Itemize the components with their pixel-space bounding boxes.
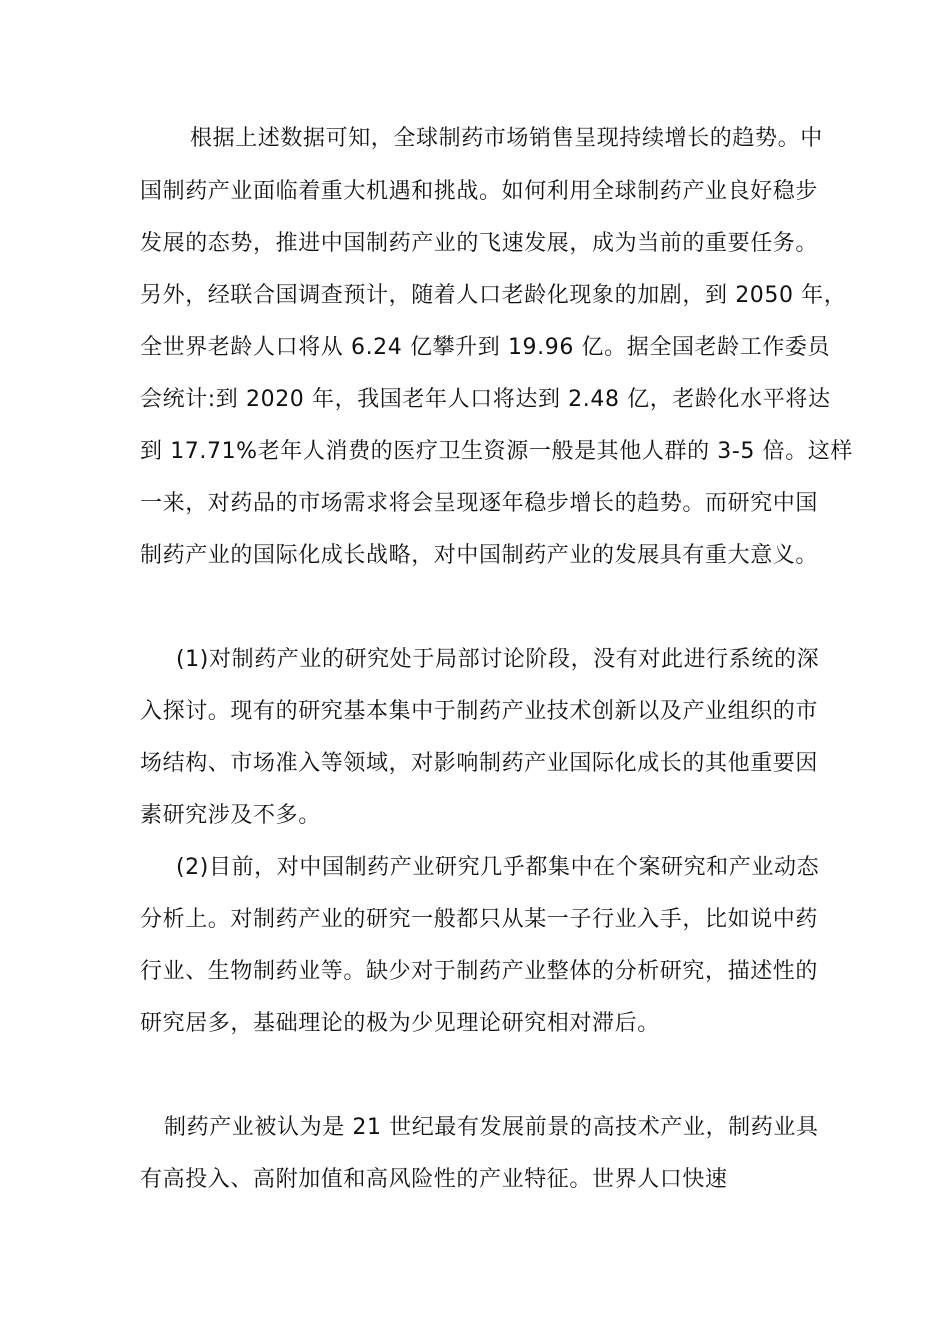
text-line: 入探讨。现有的研究基本集中于制药产业技术创新以及产业组织的市: [140, 699, 819, 724]
text-line: 场结构、市场准入等领域，对影响制药产业国际化成长的其他重要因: [140, 751, 819, 776]
text-line: 素研究涉及不多。: [140, 803, 321, 828]
text-line: 制药产业被认为是 21 世纪最有发展前景的高技术产业，制药业具: [164, 1115, 819, 1140]
text-line: (2)目前，对中国制药产业研究几乎都集中在个案研究和产业动态: [176, 855, 820, 880]
text-line: 研究居多，基础理论的极为少见理论研究相对滞后。: [140, 1011, 660, 1036]
text-line: 制药产业的国际化成长战略，对中国制药产业的发展具有重大意义。: [140, 543, 819, 568]
text-line: 国制药产业面临着重大机遇和挑战。如何利用全球制药产业良好稳步: [140, 179, 819, 204]
text-line: 分析上。对制药产业的研究一般都只从某一子行业入手，比如说中药: [140, 907, 819, 932]
text-line: 到 17.71%老年人消费的医疗卫生资源一般是其他人群的 3-5 倍。这样: [140, 439, 853, 464]
text-line: 行业、生物制药业等。缺少对于制药产业整体的分析研究，描述性的: [140, 959, 819, 984]
text-line: 发展的态势，推进中国制药产业的飞速发展，成为当前的重要任务。: [140, 231, 819, 256]
text-line: 有高投入、高附加值和高风险性的产业特征。世界人口快速: [140, 1167, 728, 1192]
text-line: 一来，对药品的市场需求将会呈现逐年稳步增长的趋势。而研究中国: [140, 491, 819, 516]
text-line: 会统计:到 2020 年，我国老年人口将达到 2.48 亿，老龄化水平将达: [140, 387, 831, 412]
text-line: 另外，经联合国调查预计，随着人口老龄化现象的加剧，到 2050 年，: [140, 283, 847, 308]
text-line: (1)对制药产业的研究处于局部讨论阶段，没有对此进行系统的深: [176, 647, 820, 672]
text-line: 全世界老龄人口将从 6.24 亿攀升到 19.96 亿。据全国老龄工作委员: [140, 335, 831, 360]
text-line: 根据上述数据可知，全球制药市场销售呈现持续增长的趋势。中: [190, 126, 823, 151]
